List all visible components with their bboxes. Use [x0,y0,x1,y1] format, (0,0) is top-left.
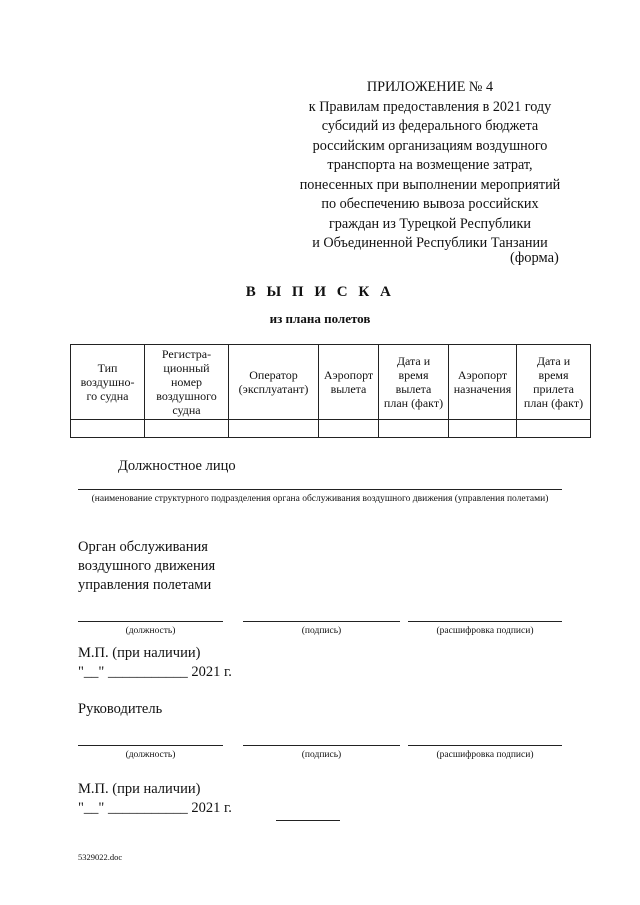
head-position-line[interactable] [78,745,223,746]
head-position-caption: (должность) [125,750,176,760]
column-header-departure-time: Дата и время вылета план (факт) [379,345,449,420]
annex-line: по обеспечению вывоза российских [321,196,539,212]
column-header-arrival-airport: Аэропорт назначения [449,345,517,420]
column-header-aircraft-type: Тип воздушно- го судна [71,345,145,420]
head-date: "__" ___________ 2021 г. [78,800,232,816]
head-signature-decoding-line[interactable] [408,745,562,746]
annex-line: понесенных при выполнении мероприятий [299,176,561,193]
organ-label: Орган обслуживания воздушного движения управления полетами [78,539,216,593]
file-name-footer: 5329022.doc [78,852,123,862]
table-row [71,420,591,438]
organ-signature-line[interactable] [243,621,400,622]
table-cell[interactable] [71,420,145,438]
official-label: Должностное лицо [118,458,236,474]
annex-line: граждан из Турецкой Республики [328,215,532,232]
head-label: Руководитель [78,701,163,717]
table-cell[interactable] [145,420,229,438]
annex-line: к Правилам предоставления в 2021 году [308,98,552,115]
column-header-departure-airport: Аэропорт вылета [319,345,379,420]
annex-heading: ПРИЛОЖЕНИЕ № 4 [366,79,494,95]
head-signature-line[interactable] [243,745,400,746]
official-unit-caption: (наименование структурного подразделения органа обслуживания воздушного движения (управления полетами) [91,494,549,504]
table-header-row [71,345,591,420]
flight-plan-table [70,344,591,438]
document-title: В Ы П И С К А [245,284,395,300]
official-unit-line[interactable] [78,489,562,490]
annex-line: субсидий из федерального бюджета [321,118,539,134]
organ-date: "__" ___________ 2021 г. [78,664,232,680]
column-header-arrival-time: Дата и время прилета план (факт) [517,345,591,420]
form-label: (форма) [510,250,559,266]
annex-line: и Объединенной Республики Танзании [312,235,548,251]
organ-signature-caption: (подпись) [301,626,342,636]
table-cell[interactable] [449,420,517,438]
annex-block [250,78,610,254]
head-decoding-caption: (расшифровка подписи) [436,750,534,760]
organ-position-line[interactable] [78,621,223,622]
annex-line: российским организациям воздушного [312,137,548,154]
organ-decoding-caption: (расшифровка подписи) [436,626,534,636]
organ-signature-decoding-line[interactable] [408,621,562,622]
table-cell[interactable] [319,420,379,438]
organ-stamp: М.П. (при наличии) [78,645,201,661]
table-cell[interactable] [229,420,319,438]
column-header-registration: Регистра- ционный номер воздушного судна [145,345,229,420]
table-cell[interactable] [379,420,449,438]
head-signature-caption: (подпись) [301,750,342,760]
annex-line: транспорта на возмещение затрат, [327,157,533,173]
column-header-operator: Оператор (эксплуатант) [229,345,319,420]
head-stamp: М.П. (при наличии) [78,781,201,797]
organ-position-caption: (должность) [125,626,176,636]
document-subtitle: из плана полетов [269,311,371,326]
closing-line [276,820,340,821]
table-cell[interactable] [517,420,591,438]
